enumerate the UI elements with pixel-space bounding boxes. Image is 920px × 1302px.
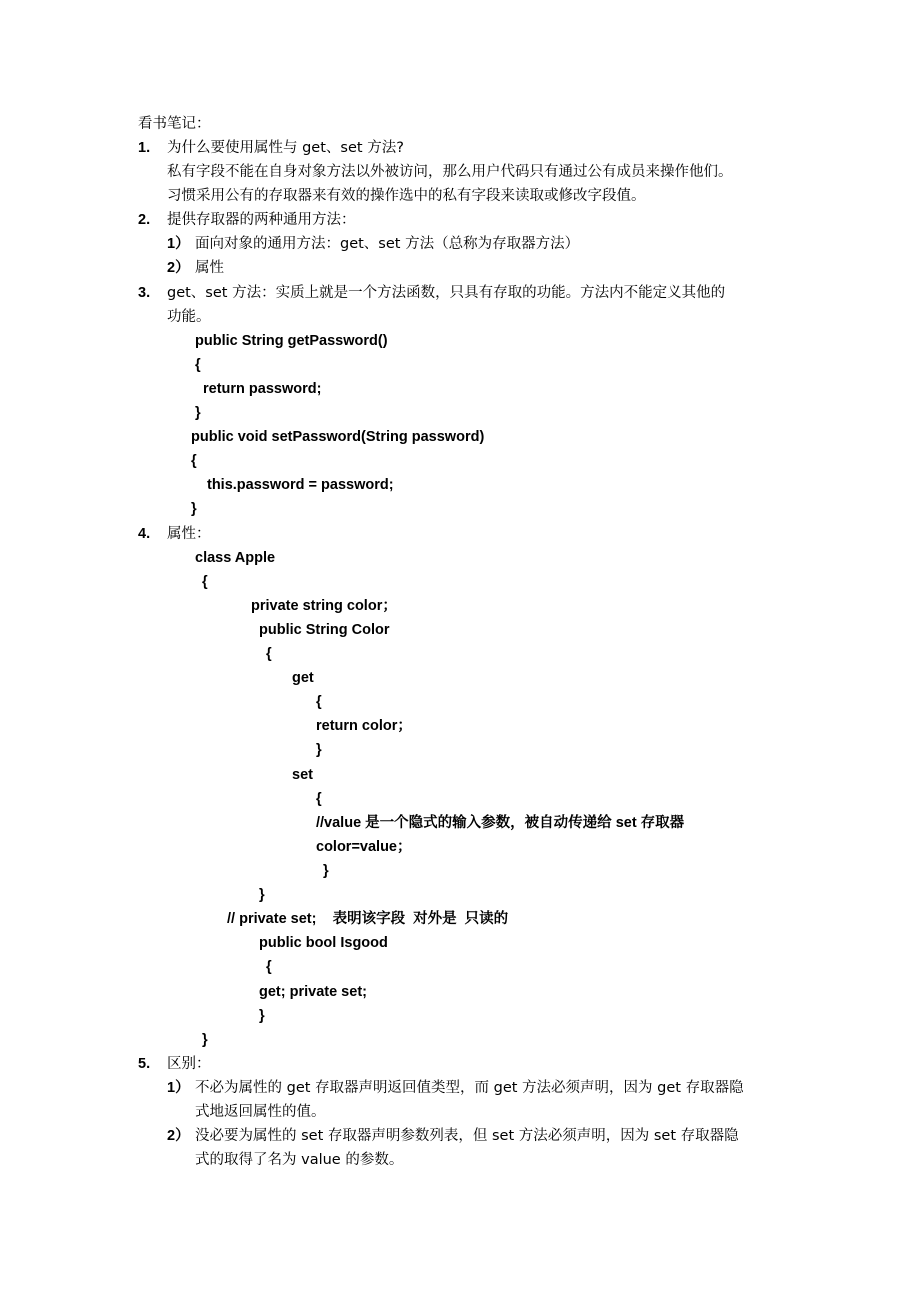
code-line: } (195, 405, 201, 421)
code-line: return password; (203, 381, 322, 397)
code-line: } (259, 1008, 265, 1024)
code-line: public String Color (259, 622, 390, 638)
code-line: set (292, 767, 313, 783)
code-line: { (316, 694, 322, 710)
list-item-number: 1） (167, 236, 190, 252)
list-item-number: 2） (167, 260, 190, 276)
code-line: { (202, 574, 208, 590)
code-line: private string color； (251, 598, 397, 614)
code-line: class Apple (195, 550, 276, 566)
code-line: } (202, 1032, 208, 1048)
code-comment-line: //value 是一个隐式的输入参数，被自动传递给 set 存取器 (316, 815, 685, 831)
code-line: } (259, 887, 265, 903)
code-line: public void setPassword(String password) (191, 429, 485, 445)
list-item-number: 1） (167, 1080, 190, 1096)
list-item-text: 不必为属性的 get 存取器声明返回值类型，而 get 方法必须声明，因为 get 存取器隐 (195, 1080, 744, 1096)
code-line: this.password = password; (207, 477, 394, 493)
paragraph-line: 私有字段不能在自身对象方法以外被访问，那么用户代码只有通过公有成员来操作他们。 (167, 164, 733, 180)
section-title-continuation: 功能。 (167, 309, 211, 325)
code-line: } (323, 863, 329, 879)
list-item-text: 面向对象的通用方法：get、set 方法（总称为存取器方法） (195, 236, 580, 252)
code-line: public bool Isgood (259, 935, 388, 951)
code-line: } (191, 501, 197, 517)
list-item-text: 没必要为属性的 set 存取器声明参数列表，但 set 方法必须声明，因为 set 存取器隐 (195, 1128, 739, 1144)
list-item-continuation: 式的取得了名为 value 的参数。 (195, 1152, 404, 1168)
section-title: get、set 方法：实质上就是一个方法函数，只具有存取的功能。方法内不能定义其他的 (167, 285, 726, 301)
paragraph-line: 习惯采用公有的存取器来有效的操作选中的私有字段来读取或修改字段值。 (167, 188, 646, 204)
section-title: 提供存取器的两种通用方法： (167, 212, 356, 228)
section-number: 4. (138, 526, 151, 542)
section-number: 1. (138, 140, 151, 156)
section-number: 5. (138, 1056, 151, 1072)
code-line: return color； (316, 718, 412, 734)
list-item-continuation: 式地返回属性的值。 (195, 1104, 326, 1120)
page-heading: 看书笔记： (138, 116, 211, 132)
list-item-text: 属性 (195, 260, 224, 276)
section-number: 2. (138, 212, 151, 228)
section-title: 区别： (167, 1056, 211, 1072)
code-comment-line: // private set; 表明该字段 对外是 只读的 (227, 911, 509, 927)
list-item-number: 2） (167, 1128, 190, 1144)
code-line: get; private set; (259, 984, 367, 1000)
section-title: 为什么要使用属性与 get、set 方法? (167, 140, 404, 156)
code-line: { (266, 646, 272, 662)
section-number: 3. (138, 285, 151, 301)
code-line: } (316, 742, 322, 758)
code-line: color=value； (316, 839, 412, 855)
code-line: { (266, 959, 272, 975)
code-line: { (195, 357, 201, 373)
code-line: { (316, 791, 322, 807)
code-line: { (191, 453, 197, 469)
code-line: get (292, 670, 314, 686)
code-line: public String getPassword() (195, 333, 388, 349)
section-title: 属性： (167, 526, 211, 542)
